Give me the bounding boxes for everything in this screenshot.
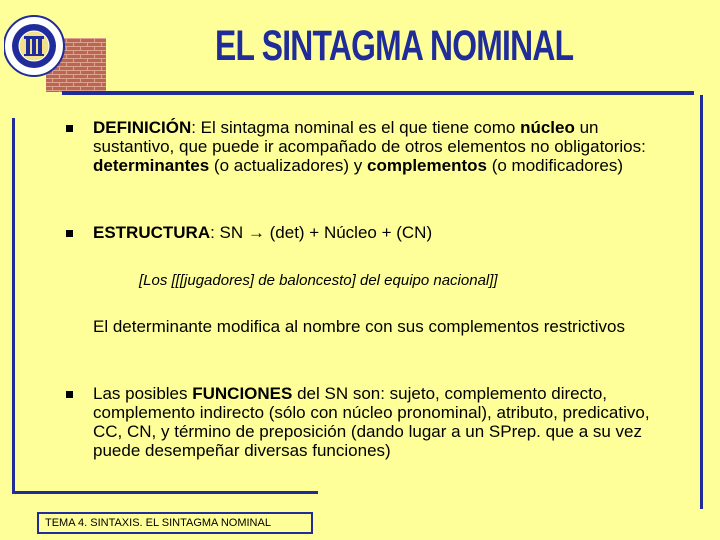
title-underline: [62, 91, 694, 95]
definition-label: DEFINICIÓN: [93, 118, 192, 137]
square-bullet-icon: [66, 125, 73, 132]
structure-label: ESTRUCTURA: [93, 223, 211, 242]
structure-text: : SN → (det) + Núcleo + (CN): [210, 223, 433, 242]
definition-text-d: (o modificadores): [486, 156, 624, 175]
square-bullet-icon: [66, 391, 73, 398]
definition-bold-nucleo: núcleo: [520, 118, 575, 137]
definition-bold-determinantes: determinantes: [93, 156, 210, 175]
functions-text-b: del SN son: sujeto, complemento directo, complemento indirecto (sólo con núcleo pronominal), atributo, predicativo, CC, CN, y término de preposición (dando lugar a un SPrep. que a su vez puede desempeñar diversas funciones): [93, 384, 650, 460]
footer-box: [37, 512, 313, 534]
determinant-note: El determinante modifica al nombre con sus complementos restrictivos: [93, 317, 625, 336]
frame-bottom-line: [12, 491, 318, 494]
frame-left-line: [12, 118, 15, 492]
definition-bold-complementos: complementos: [367, 156, 487, 175]
definition-text-a: : El sintagma nominal es el que tiene como: [191, 118, 521, 137]
frame-right-line: [700, 95, 703, 509]
square-bullet-icon: [66, 230, 73, 237]
slide-title: EL SINTAGMA NOMINAL: [215, 22, 574, 70]
example-phrase: [Los [[[jugadores] de baloncesto] del equipo nacional]]: [139, 272, 498, 289]
functions-text-a: Las posibles: [93, 384, 193, 403]
functions-bold: FUNCIONES: [192, 384, 293, 403]
structure-paragraph: [93, 223, 683, 242]
definition-text-b: un sustantivo, que puede ir acompañado de otros elementos no obligatorios:: [93, 118, 646, 156]
functions-paragraph: [93, 384, 673, 460]
definition-paragraph: [93, 118, 683, 175]
university-seal-icon: [4, 6, 108, 92]
footer-text: TEMA 4. SINTAXIS. EL SINTAGMA NOMINAL: [45, 517, 271, 529]
definition-text-c: (o actualizadores) y: [209, 156, 367, 175]
